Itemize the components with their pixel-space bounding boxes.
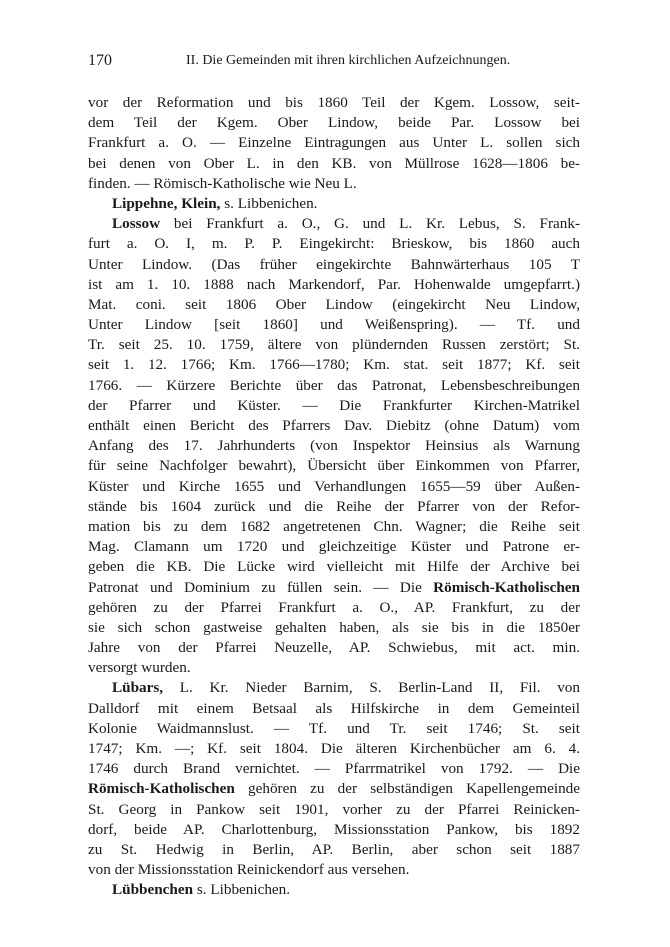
entry-headword: Lippehne, Klein, xyxy=(112,194,221,212)
line-text: ist am 1. 10. 1888 nach Markendorf, Par. Hohenwalde umgepfarrt.) xyxy=(88,275,580,293)
line-text: Dalldorf mit einem Betsaal als Hilfskirche in dem Gemeinteil xyxy=(88,699,580,717)
line-text: Küster und Kirche 1655 und Verhandlungen 1655—59 über Außen- xyxy=(88,477,580,495)
text-line xyxy=(88,376,580,396)
text-line xyxy=(88,436,580,456)
text-line xyxy=(88,416,580,436)
line-text: Anfang des 17. Jahrhunderts (von Inspektor Heinsius als Warnung xyxy=(88,437,580,455)
text-line xyxy=(88,477,580,497)
entry-headword: Römisch-Katholischen xyxy=(88,780,235,798)
running-title: II. Die Gemeinden mit ihren kirchlichen Aufzeichnungen. xyxy=(186,53,511,68)
text-line xyxy=(88,396,580,416)
text-line xyxy=(88,800,580,820)
line-text: vor der Reformation und bis 1860 Teil der Kgem. Lossow, seit- xyxy=(88,94,580,111)
text-line xyxy=(88,779,580,799)
line-text: von der Missionsstation Reinickendorf aus versehen. xyxy=(88,861,410,879)
text-line xyxy=(88,174,580,194)
line-text: L. Kr. Nieder Barnim, S. Berlin-Land II, Fil. von xyxy=(163,679,580,697)
line-text: für seine Nachfolger bewahrt), Übersicht über Einkommen von Pfarrer, xyxy=(88,457,580,475)
line-text: Unter Lindow [seit 1860] und Weißenspring). — Tf. und xyxy=(88,316,580,334)
text-line xyxy=(88,557,580,577)
text-line xyxy=(88,537,580,557)
line-text: Patronat und Dominium zu füllen sein. — Die xyxy=(88,578,434,596)
text-line xyxy=(88,578,580,598)
line-text: 1766. — Kürzere Berichte über das Patronat, Lebensbeschreibungen xyxy=(88,376,580,394)
line-text: dem Teil der Kgem. Ober Lindow, beide Par. Lossow bei xyxy=(88,114,580,132)
text-line xyxy=(88,517,580,537)
text-line xyxy=(88,638,580,658)
running-header xyxy=(88,52,580,72)
entry-headword: Lossow xyxy=(112,215,161,233)
page-number: 170 xyxy=(88,52,112,69)
text-line xyxy=(88,618,580,638)
line-text: Mat. coni. seit 1806 Ober Lindow (eingekircht Neu Lindow, xyxy=(88,295,580,313)
line-text: bei denen von Ober L. in den KB. von Müllrose 1628—1806 be- xyxy=(88,154,580,172)
line-text: seit 1. 12. 1766; Km. 1766—1780; Km. stat. seit 1877; Kf. seit xyxy=(88,356,580,374)
text-line xyxy=(88,456,580,476)
text-line xyxy=(88,678,580,698)
line-text: zu St. Hedwig in Berlin, AP. Berlin, aber schon seit 1887 xyxy=(88,840,580,858)
line-text: Frankfurt a. O. — Einzelne Eintragungen aus Unter L. sollen sich xyxy=(88,134,580,152)
line-text: finden. — Römisch-Katholische wie Neu L. xyxy=(88,174,357,192)
line-text: St. Georg in Pankow seit 1901, vorher zu der Pfarrei Reinicken- xyxy=(88,800,580,818)
text-line xyxy=(88,860,580,880)
text-line xyxy=(88,133,580,153)
line-text: Kolonie Waidmannslust. — Tf. und Tr. seit 1746; St. seit xyxy=(88,719,580,737)
text-line xyxy=(88,658,580,678)
line-text: gehören zu der selbständigen Kapellengemeinde xyxy=(234,780,580,798)
page-body-text xyxy=(88,93,580,901)
text-line xyxy=(88,335,580,355)
text-line xyxy=(88,497,580,517)
line-text: versorgt wurden. xyxy=(88,659,191,677)
line-text: enthält einen Bericht des Pfarrers Dav. Diebitz (ohne Datum) vom xyxy=(88,417,580,434)
line-text: geben die KB. Die Lücke wird vielleicht mit Hilfe der Archive bei xyxy=(88,558,580,576)
text-line xyxy=(88,154,580,174)
line-text: s. Libbenichen. xyxy=(220,194,318,212)
text-line xyxy=(88,739,580,759)
emphasized-term: Römisch-Katholischen xyxy=(433,578,580,596)
text-line xyxy=(88,93,580,113)
text-line xyxy=(88,719,580,739)
text-line xyxy=(88,315,580,335)
line-text: der Pfarrer und Küster. — Die Frankfurter Kirchen-Matrikel xyxy=(88,396,580,414)
text-line xyxy=(88,255,580,275)
line-text: Tr. seit 25. 10. 1759, ältere von plündernden Russen zerstört; St. xyxy=(88,336,580,354)
line-text: Unter Lindow. (Das früher eingekirchte Bahnwärterhaus 105 T xyxy=(88,255,580,273)
line-text: mation bis zu dem 1682 angetretenen Chn. Wagner; die Reihe seit xyxy=(88,517,580,535)
line-text: 1746 durch Brand vernichtet. — Pfarrmatrikel von 1792. — Die xyxy=(88,760,580,778)
entry-headword: Lübars, xyxy=(112,679,164,697)
text-line xyxy=(88,355,580,375)
text-line xyxy=(88,275,580,295)
line-text: Jahre von der Pfarrei Neuzelle, AP. Schwiebus, mit act. min. xyxy=(88,639,580,657)
line-text: s. Libbenichen. xyxy=(193,881,291,899)
text-line xyxy=(88,598,580,618)
text-line xyxy=(88,295,580,315)
line-text: bei Frankfurt a. O., G. und L. Kr. Lebus, S. Frank- xyxy=(160,215,580,233)
text-line xyxy=(88,214,580,234)
line-text: Mag. Clamann um 1720 und gleichzeitige Küster und Patrone er- xyxy=(88,538,580,556)
text-line xyxy=(88,194,580,214)
entry-headword: Lübbenchen xyxy=(112,881,194,899)
text-line xyxy=(88,759,580,779)
text-line xyxy=(88,880,580,900)
text-line xyxy=(88,113,580,133)
line-text: furt a. O. I, m. P. P. Eingekircht: Brieskow, bis 1860 auch xyxy=(88,235,580,253)
line-text: dorf, beide AP. Charlottenburg, Missionsstation Pankow, bis 1892 xyxy=(88,820,580,838)
line-text: sie sich schon gastweise gehalten haben, als sie bis in die 1850er xyxy=(88,618,580,636)
text-line xyxy=(88,234,580,254)
line-text: 1747; Km. —; Kf. seit 1804. Die älteren Kirchenbücher am 6. 4. xyxy=(88,740,580,757)
text-line xyxy=(88,840,580,860)
line-text: stände bis 1604 zurück und die Reihe der Pfarrer von der Refor- xyxy=(88,497,580,515)
line-text: gehören zu der Pfarrei Frankfurt a. O., AP. Frankfurt, zu der xyxy=(88,598,580,616)
text-line xyxy=(88,820,580,840)
text-line xyxy=(88,699,580,719)
